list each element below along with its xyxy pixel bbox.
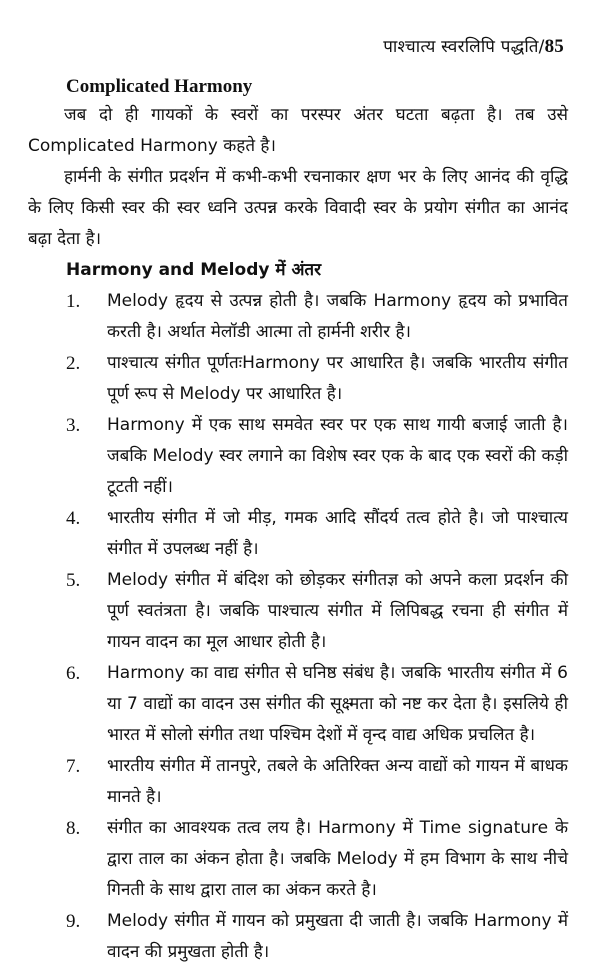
- difference-list: [28, 286, 568, 968]
- list-item: [28, 286, 568, 348]
- list-item-number: 5.: [66, 570, 81, 591]
- list-item-text: Melody हृदय से उत्पन्न होती है। जबकि Harmony हृदय को प्रभावित करती है। अर्थात मेलॉडी आत्मा तो हार्मनी शरीर है।: [107, 291, 568, 342]
- page-number: 85: [544, 36, 564, 57]
- paragraph-definition: जब दो ही गायकों के स्वरों का परस्पर अंतर घटता बढ़ता है। तब उसे Complicated Harmony कहते है।: [28, 105, 568, 156]
- list-item-number: 3.: [66, 415, 81, 436]
- list-item-number: 6.: [66, 663, 81, 684]
- list-item: [28, 906, 568, 968]
- list-item-text: Harmony का वाद्य संगीत से घनिष्ठ संबंध है। जबकि भारतीय संगीत में 6 या 7 वाद्यों का वादन उस संगीत की सूक्ष्मता को नष्ट कर देता है। इसलिये ही भारत में सोलो संगीत तथा पश्चिम देशों में वृन्द वाद्य अधिक प्रचलित है।: [107, 663, 568, 745]
- list-item-text: Melody संगीत में बंदिश को छोड़कर संगीतज्ञ को अपने कला प्रदर्शन की पूर्ण स्वतंत्रता है। जबकि पाश्चात्य संगीत में लिपिबद्ध रचना ही संगीत में गायन वादन का मूल आधार होती है।: [107, 570, 568, 652]
- running-head-separator: /: [538, 37, 545, 57]
- list-item-number: 4.: [66, 508, 81, 529]
- list-item: [28, 410, 568, 503]
- list-item-number: 1.: [66, 291, 81, 312]
- list-item: [28, 813, 568, 906]
- list-item-text: Harmony में एक साथ समवेत स्वर पर एक साथ गायी बजाई जाती है। जबकि Melody स्वर लगाने का विशेष स्वर एक के बाद एक स्वरों की कड़ी टूटती नहीं।: [107, 415, 568, 497]
- running-head: [383, 34, 564, 58]
- list-item-text: संगीत का आवश्यक तत्व लय है। Harmony में Time signature के द्वारा ताल का अंकन होता है। जबकि Melody में हम विभाग के साथ नीचे गिनती के साथ द्वारा ताल का अंकन करते है।: [107, 818, 568, 900]
- list-item-text: भारतीय संगीत में जो मीड़, गमक आदि सौंदर्य तत्व होते है। जो पाश्चात्य संगीत में उपलब्ध नहीं है।: [107, 508, 568, 559]
- running-head-title: पाश्चात्य स्वरलिपि पद्धति: [383, 37, 539, 57]
- list-item-number: 8.: [66, 818, 81, 839]
- list-item-text: पाश्चात्य संगीत पूर्णतःHarmony पर आधारित है। जबकि भारतीय संगीत पूर्ण रूप से Melody पर आधारित है।: [107, 353, 568, 404]
- list-item: [28, 751, 568, 813]
- paragraph-harmony-performance: हार्मनी के संगीत प्रदर्शन में कभी-कभी रचनाकार क्षण भर के लिए आनंद की वृद्धि के लिए किसी स्वर की स्वर ध्वनि उत्पन्न करके विवादी स्वर के प्रयोग संगीत का आनंद बढ़ा देता है।: [28, 167, 568, 249]
- page-content: [28, 76, 568, 968]
- section-heading-complicated-harmony: Complicated Harmony: [66, 76, 253, 97]
- list-item-number: 9.: [66, 911, 81, 932]
- list-item-text: भारतीय संगीत में तानपुरे, तबले के अतिरिक्त अन्य वाद्यों को गायन में बाधक मानते है।: [107, 756, 568, 807]
- list-item: [28, 348, 568, 410]
- list-item-number: 2.: [66, 353, 81, 374]
- list-item-number: 7.: [66, 756, 81, 777]
- list-item: [28, 565, 568, 658]
- section-heading-harmony-vs-melody: Harmony and Melody में अंतर: [66, 260, 322, 280]
- list-item: [28, 503, 568, 565]
- list-item-text: Melody संगीत में गायन को प्रमुखता दी जाती है। जबकि Harmony में वादन की प्रमुखता होती है।: [107, 911, 568, 962]
- list-item: [28, 658, 568, 751]
